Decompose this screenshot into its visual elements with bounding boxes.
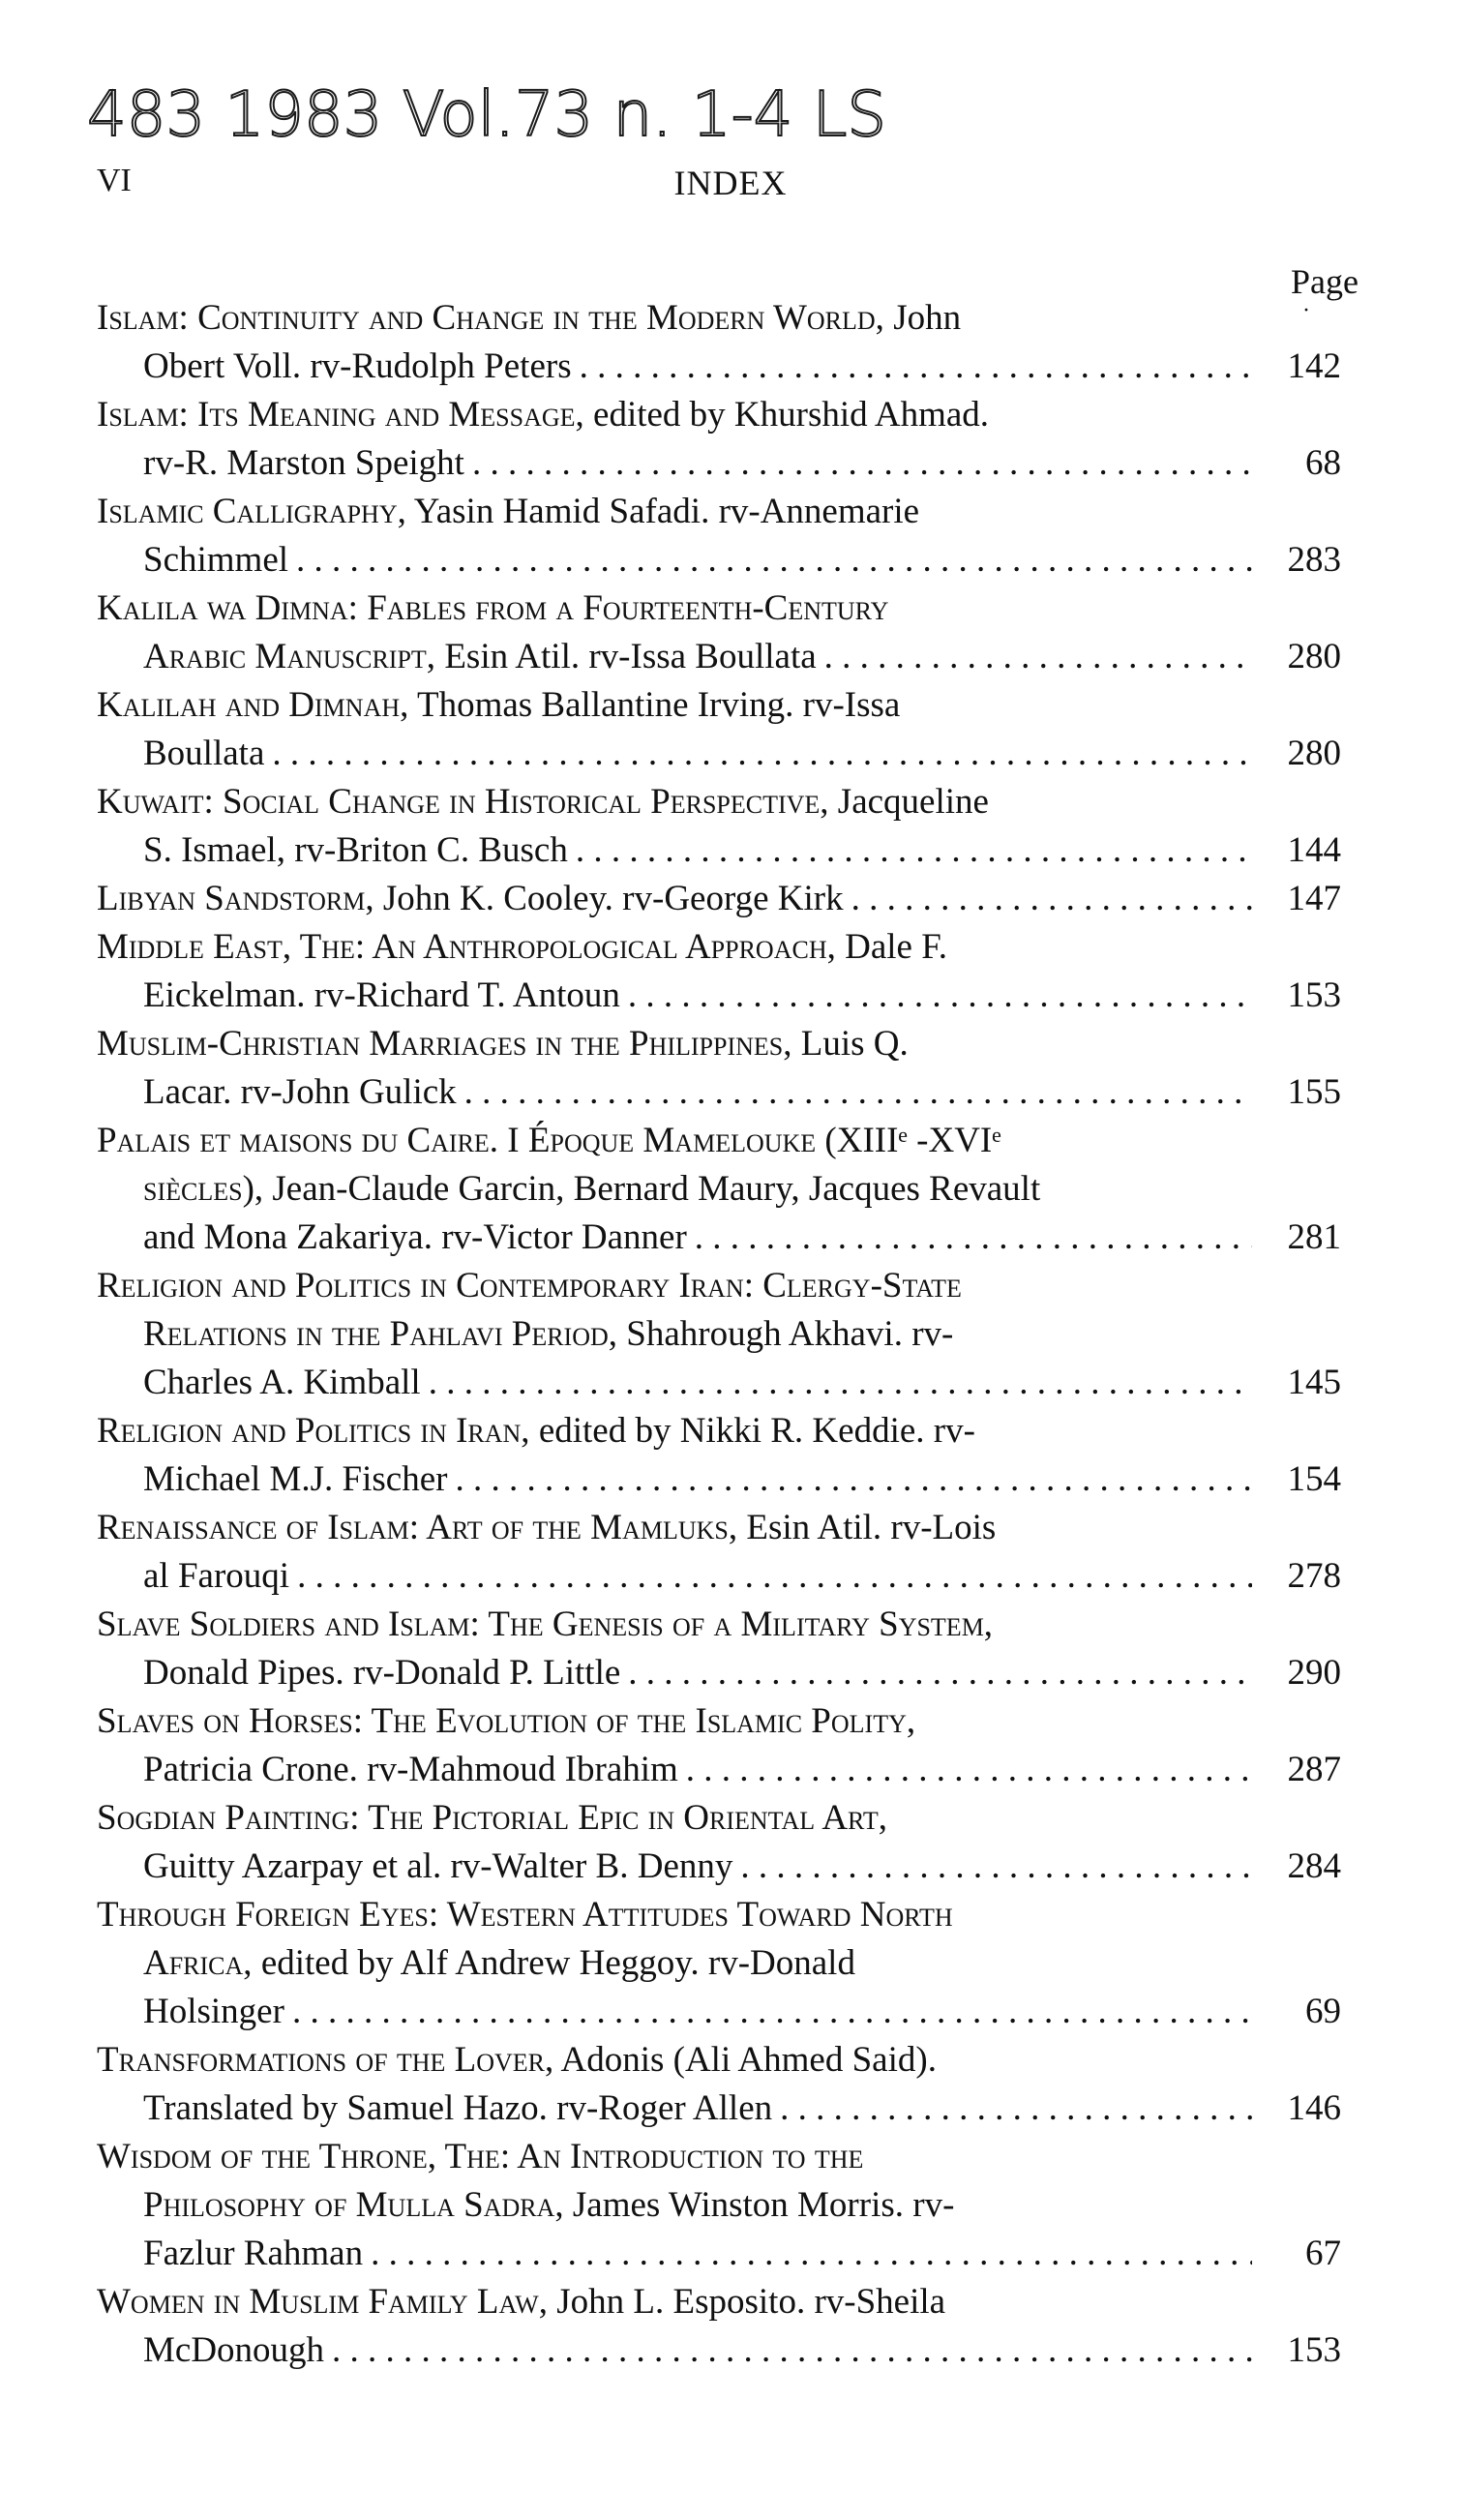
entry-details: Jacqueline <box>828 782 989 822</box>
entry-details: edited by Alf Andrew Heggoy. rv-Donald <box>252 1943 855 1983</box>
entry-first-line <box>97 585 1341 633</box>
entry-continuation-line <box>97 2085 1341 2133</box>
entry-text <box>143 1310 953 1359</box>
entry-title: Renaissance of Islam: Art of the Mamluks, <box>97 1508 738 1547</box>
page-number: 154 <box>1287 1459 1341 1499</box>
entry-title: Women in Muslim Family Law, <box>97 2282 548 2322</box>
entry-title: Relations in the Pahlavi Period, <box>143 1314 617 1354</box>
page-number: 145 <box>1287 1363 1341 1402</box>
index-entry <box>97 1504 1341 1601</box>
entry-title: Through Foreign Eyes: Western Attitudes Toward North <box>97 1895 953 1935</box>
entry-text <box>143 826 568 875</box>
entry-continuation-line <box>97 1746 1341 1794</box>
entry-title: Kuwait: Social Change in Historical Perspective, <box>97 782 829 822</box>
entry-title: Islam: Its Meaning and Message, <box>97 395 584 435</box>
dot-leader <box>464 439 1252 488</box>
entry-details: Eickelman. rv-Richard T. Antoun <box>143 975 620 1015</box>
entry-text <box>143 2181 954 2230</box>
entry-details: Schimmel <box>143 540 289 580</box>
entry-title: Africa, <box>143 1943 253 1983</box>
index-entry <box>97 488 1341 585</box>
entry-title: Libyan Sandstorm, <box>97 879 374 918</box>
entry-details: Dale F. <box>835 927 948 967</box>
entry-text <box>143 536 288 585</box>
entry-text <box>143 1455 447 1504</box>
entry-details: Yasin Hamid Safadi. rv-Annemarie <box>405 492 920 531</box>
index-entry <box>97 1697 1341 1794</box>
entry-continuation-line <box>97 826 1341 875</box>
index-entry <box>97 1601 1341 1697</box>
entry-text <box>97 681 900 730</box>
entry-text <box>143 1214 687 1262</box>
entry-continuation-line <box>97 972 1341 1020</box>
handwritten-note-text: 483 1983 Vol.73 n. 1-4 LS <box>87 79 886 151</box>
entry-details: Shahrough Akhavi. rv- <box>617 1314 954 1354</box>
entry-details: Thomas Ballantine Irving. rv-Issa <box>408 685 901 725</box>
entry-details: Adonis (Ali Ahmed Said). <box>553 2040 937 2080</box>
entry-text <box>143 2326 324 2375</box>
entry-continuation-line <box>97 1068 1341 1117</box>
entry-title: Kalilah and Dimnah, <box>97 685 409 725</box>
entry-text <box>97 2278 945 2326</box>
page-number: 153 <box>1287 2330 1341 2370</box>
page-number: 287 <box>1287 1750 1341 1789</box>
entry-text <box>97 2036 937 2085</box>
entry-first-line <box>97 1020 1341 1068</box>
entry-text <box>97 923 947 972</box>
entry-first-line <box>97 294 1341 343</box>
entry-title: Islamic Calligraphy, <box>97 492 406 531</box>
index-entry <box>97 1891 1341 2036</box>
dot-leader <box>457 1068 1252 1117</box>
entry-title: Middle East, The: An Anthropological Approach, <box>97 927 836 967</box>
entry-title: Sogdian Painting: The Pictorial Epic in Oriental Art, <box>97 1798 887 1838</box>
entry-continuation-line <box>97 1310 1341 1359</box>
page-number: 146 <box>1287 2088 1341 2128</box>
entry-first-line <box>97 923 1341 972</box>
index-entry <box>97 923 1341 1020</box>
entry-text <box>97 1601 993 1649</box>
entry-text <box>143 633 817 681</box>
page-number: 280 <box>1287 637 1341 676</box>
entry-details: Charles A. Kimball <box>143 1363 421 1402</box>
page-number: 68 <box>1305 443 1341 483</box>
page-column-label: Page <box>1291 262 1358 301</box>
page-number: 153 <box>1287 975 1341 1015</box>
entry-text <box>97 875 844 923</box>
entry-details: Esin Atil. rv-Lois <box>737 1508 997 1547</box>
entry-text <box>97 1262 962 1310</box>
dot-leader <box>687 1214 1252 1262</box>
entry-title: siècles), <box>143 1169 264 1209</box>
folio-number: VI <box>97 163 132 198</box>
index-entry <box>97 681 1341 778</box>
entry-first-line <box>97 391 1341 439</box>
entry-continuation-line <box>97 1649 1341 1697</box>
entry-text <box>97 391 989 439</box>
entry-text <box>97 1891 953 1939</box>
entry-title: Palais et maisons du Caire. I Époque Mamelouke (XIIIᵉ -XVIᵉ <box>97 1121 1001 1160</box>
entry-text <box>97 778 989 826</box>
entry-details: McDonough <box>143 2330 325 2370</box>
entry-continuation-line <box>97 343 1341 391</box>
entry-text <box>143 1359 421 1407</box>
page-number: 280 <box>1287 734 1341 773</box>
entry-text <box>143 730 264 778</box>
entry-continuation-line <box>97 439 1341 488</box>
index-entry <box>97 1794 1341 1891</box>
dot-leader <box>732 1843 1252 1891</box>
index-entry <box>97 2278 1341 2375</box>
entry-first-line <box>97 1117 1341 1165</box>
index-entry <box>97 1117 1341 1262</box>
entry-text <box>143 1552 289 1601</box>
entry-text <box>143 1068 457 1117</box>
entry-continuation-line <box>97 536 1341 585</box>
entry-title: Kalila wa Dimna: Fables from a Fourteenth-Century <box>97 588 889 628</box>
entry-first-line <box>97 2278 1341 2326</box>
index-entry <box>97 585 1341 681</box>
entry-details: Translated by Samuel Hazo. rv-Roger Allen <box>143 2088 773 2128</box>
page-number: 67 <box>1305 2234 1341 2273</box>
page-number: 142 <box>1287 346 1341 386</box>
entry-title: Islam: Continuity and Change in the Modern World, <box>97 298 884 338</box>
entry-details: S. Ismael, rv-Briton C. Busch <box>143 830 568 870</box>
entry-first-line <box>97 1407 1341 1455</box>
index-entry <box>97 391 1341 488</box>
entry-first-line <box>97 488 1341 536</box>
entry-text <box>97 1504 996 1552</box>
entry-details: Jean-Claude Garcin, Bernard Maury, Jacques Revault <box>263 1169 1041 1209</box>
entry-text <box>143 2230 363 2278</box>
entry-title: Arabic Manuscript, <box>143 637 436 676</box>
entry-first-line <box>97 778 1341 826</box>
page-number: 284 <box>1287 1846 1341 1886</box>
page-header <box>97 163 1364 221</box>
entry-title: Religion and Politics in Contemporary Iran: Clergy-State <box>97 1266 962 1305</box>
entry-text <box>97 294 961 343</box>
entry-details: Michael M.J. Fischer <box>143 1459 448 1499</box>
entry-first-line <box>97 1697 1341 1746</box>
entry-text <box>97 488 919 536</box>
index-entry <box>97 1262 1341 1407</box>
page-number: 278 <box>1287 1556 1341 1596</box>
entry-text <box>97 1697 915 1746</box>
entry-details: Obert Voll. rv-Rudolph Peters <box>143 346 572 386</box>
dot-leader <box>844 875 1252 923</box>
entry-text <box>143 1843 732 1891</box>
dot-leader <box>620 1649 1252 1697</box>
entry-first-line <box>97 2133 1341 2181</box>
page-title: INDEX <box>673 164 788 202</box>
entry-first-line <box>97 681 1341 730</box>
entry-title: Slave Soldiers and Islam: The Genesis of a Military System, <box>97 1605 994 1644</box>
page-number: 290 <box>1287 1653 1341 1693</box>
entry-details: Boullata <box>143 734 265 773</box>
entry-text <box>143 1746 678 1794</box>
entry-first-line <box>97 2036 1341 2085</box>
handwritten-shelf-note <box>87 58 1422 165</box>
entry-continuation-line <box>97 730 1341 778</box>
entry-continuation-line <box>97 1359 1341 1407</box>
index-entry <box>97 1020 1341 1117</box>
dot-leader <box>284 1988 1252 2036</box>
dot-leader <box>289 1552 1252 1601</box>
entry-details: John L. Esposito. rv-Sheila <box>547 2282 946 2322</box>
entry-text <box>97 1117 1001 1165</box>
entry-details: al Farouqi <box>143 1556 290 1596</box>
entry-first-line <box>97 1891 1341 1939</box>
entry-details: rv-R. Marston Speight <box>143 443 464 483</box>
entry-first-line <box>97 1601 1341 1649</box>
entry-continuation-line <box>97 2230 1341 2278</box>
entry-details: Holsinger <box>143 1992 284 2031</box>
index-entry <box>97 778 1341 875</box>
page-column-mark: · <box>1302 298 1310 323</box>
entry-text <box>97 1407 975 1455</box>
entry-continuation-line <box>97 1988 1341 2036</box>
entry-text <box>143 972 620 1020</box>
entry-continuation-line <box>97 2181 1341 2230</box>
entry-text <box>143 1988 284 2036</box>
dot-leader <box>572 343 1252 391</box>
entry-text <box>143 2085 772 2133</box>
page-number: 155 <box>1287 1072 1341 1112</box>
entry-first-line <box>97 1794 1341 1843</box>
entry-text <box>143 1939 855 1988</box>
entry-text <box>143 343 572 391</box>
entry-details: edited by Khurshid Ahmad. <box>583 395 990 435</box>
entry-details: Fazlur Rahman <box>143 2234 364 2273</box>
entry-title: Philosophy of Mulla Sadra, <box>143 2185 564 2225</box>
entry-details: John <box>883 298 962 338</box>
entry-continuation-line <box>97 1843 1341 1891</box>
entry-continuation-line <box>97 633 1341 681</box>
entry-continuation-line <box>97 1165 1341 1214</box>
entry-continuation-line <box>97 1552 1341 1601</box>
entry-text <box>97 1794 887 1843</box>
index-entry <box>97 2036 1341 2133</box>
entry-text <box>143 1649 620 1697</box>
entry-title: Wisdom of the Throne, The: An Introduction to the <box>97 2137 864 2176</box>
entry-details: Lacar. rv-John Gulick <box>143 1072 457 1112</box>
page-number: 69 <box>1305 1992 1341 2031</box>
page-number: 281 <box>1287 1217 1341 1257</box>
entry-details: John K. Cooley. rv-George Kirk <box>373 879 844 918</box>
entry-details: Guitty Azarpay et al. rv-Walter B. Denny <box>143 1846 733 1886</box>
index-entry <box>97 1407 1341 1504</box>
page-number: 144 <box>1287 830 1341 870</box>
entry-first-line <box>97 1504 1341 1552</box>
dot-leader <box>264 730 1252 778</box>
entry-details: and Mona Zakariya. rv-Victor Danner <box>143 1217 687 1257</box>
entry-continuation-line <box>97 1939 1341 1988</box>
entry-details: Esin Atil. rv-Issa Boullata <box>435 637 817 676</box>
index-entry <box>97 294 1341 391</box>
dot-leader <box>817 633 1252 681</box>
dot-leader <box>620 972 1252 1020</box>
entry-title: Transformations of the Lover, <box>97 2040 554 2080</box>
entry-details: Patricia Crone. rv-Mahmoud Ibrahim <box>143 1750 678 1789</box>
dot-leader <box>421 1359 1252 1407</box>
dot-leader <box>447 1455 1252 1504</box>
entry-continuation-line <box>97 1214 1341 1262</box>
entry-text <box>143 1165 1040 1214</box>
index-entry <box>97 2133 1341 2278</box>
entry-text <box>97 585 888 633</box>
entry-details: Donald Pipes. rv-Donald P. Little <box>143 1653 621 1693</box>
entry-title: Religion and Politics in Iran, <box>97 1411 530 1451</box>
page-number: 283 <box>1287 540 1341 580</box>
entry-continuation-line <box>97 1455 1341 1504</box>
dot-leader <box>772 2085 1252 2133</box>
entry-text <box>143 439 464 488</box>
dot-leader <box>568 826 1252 875</box>
entry-details: edited by Nikki R. Keddie. rv- <box>529 1411 975 1451</box>
entry-text <box>97 2133 863 2181</box>
entry-text <box>97 1020 909 1068</box>
entry-title: Muslim-Christian Marriages in the Philippines, <box>97 1024 792 1064</box>
entry-continuation-line <box>97 2326 1341 2375</box>
entry-details: James Winston Morris. rv- <box>563 2185 955 2225</box>
page-number: 147 <box>1287 879 1341 918</box>
entry-first-line <box>97 875 1341 923</box>
dot-leader <box>678 1746 1252 1794</box>
dot-leader <box>363 2230 1252 2278</box>
entry-details: Luis Q. <box>791 1024 909 1064</box>
index-list <box>97 294 1341 2375</box>
dot-leader <box>288 536 1252 585</box>
dot-leader <box>324 2326 1252 2375</box>
index-entry <box>97 875 1341 923</box>
entry-first-line <box>97 1262 1341 1310</box>
entry-title: Slaves on Horses: The Evolution of the Islamic Polity, <box>97 1701 916 1741</box>
